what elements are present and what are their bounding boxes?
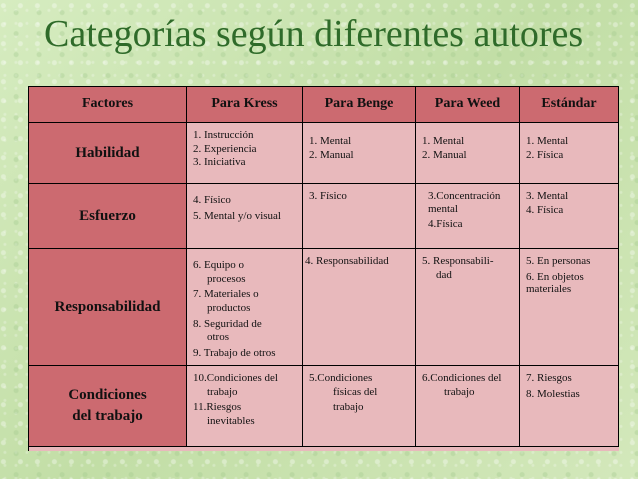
list-item: 10.Condiciones del [193, 372, 278, 384]
list-item: 1. Mental [309, 135, 352, 147]
list-item: 1. Mental [422, 135, 465, 147]
list-item: 3. Iniciativa [193, 156, 246, 169]
list-item: físicas del [333, 385, 378, 398]
list-item: 6. Equipo o [193, 259, 245, 271]
cell-habilidad-benge [303, 123, 416, 184]
list-item: 1. Instrucción [193, 129, 254, 141]
cell-habilidad-estandar [520, 123, 619, 184]
list-item: 2. Manual [422, 148, 467, 161]
list-item: inevitables [207, 414, 255, 427]
row-label-line: del trabajo [72, 408, 143, 424]
cell-habilidad-kress [187, 123, 303, 184]
list-item: otros [207, 331, 229, 344]
header-para-benge: Para Benge [303, 87, 416, 123]
list-item: 1. Mental [526, 135, 569, 147]
row-label-line: Condiciones [68, 387, 147, 403]
list-item: trabajo [444, 385, 475, 398]
cell-responsabilidad-weed [416, 249, 520, 366]
list-item: trabajo [333, 401, 364, 414]
list-item: 8. Molestias [526, 387, 580, 400]
header-para-weed: Para Weed [416, 87, 520, 123]
list-item: 2. Física [526, 148, 564, 161]
list-item: 2. Manual [309, 148, 354, 161]
categories-table [28, 86, 619, 451]
list-item: 5. En personas [526, 255, 591, 267]
list-item: 4.Física [428, 218, 463, 231]
cell-esfuerzo-benge [303, 184, 416, 249]
list-item: 7. Riesgos [526, 372, 572, 384]
header-estandar: Estándar [520, 87, 619, 123]
list-item: productos [207, 301, 251, 314]
cell-responsabilidad-kress [187, 249, 303, 366]
row-label-esfuerzo: Esfuerzo [29, 184, 187, 249]
cell-habilidad-weed [416, 123, 520, 184]
list-item: 3. Físico [309, 190, 347, 202]
list-item: 5. Responsabili- [422, 255, 494, 267]
list-item: procesos [207, 272, 246, 285]
row-label-habilidad: Habilidad [29, 123, 187, 184]
cell-condiciones-weed [416, 366, 520, 447]
list-item: 4. Responsabilidad [305, 255, 389, 267]
list-item: 5. Mental y/o visual [193, 209, 281, 222]
list-item: 3.Concentración mental [428, 190, 501, 215]
list-item: 7. Materiales o [193, 288, 259, 301]
cell-responsabilidad-benge [303, 249, 416, 366]
cell-esfuerzo-weed [416, 184, 520, 249]
list-item: 5.Condiciones [309, 372, 373, 384]
list-item: trabajo [207, 385, 238, 398]
list-item: 11.Riesgos [193, 401, 242, 414]
list-item: dad [436, 268, 452, 281]
cell-condiciones-benge [303, 366, 416, 447]
row-label-condiciones [29, 366, 187, 447]
header-para-kress: Para Kress [187, 87, 303, 123]
slide-title: Categorías según diferentes autores [44, 13, 584, 55]
list-item: 6.Condiciones del [422, 372, 502, 384]
list-item: 6. En objetos materiales [526, 270, 584, 296]
list-item: 4. Física [526, 203, 564, 216]
cell-condiciones-kress [187, 366, 303, 447]
list-item: 8. Seguridad de [193, 317, 262, 330]
cell-responsabilidad-estandar [520, 249, 619, 366]
row-label-responsabilidad: Responsabilidad [29, 249, 187, 366]
cell-esfuerzo-estandar [520, 184, 619, 249]
list-item: 9. Trabajo de otros [193, 346, 276, 359]
cell-esfuerzo-kress [187, 184, 303, 249]
list-item: 4. Físico [193, 194, 231, 206]
list-item: 2. Experiencia [193, 142, 257, 155]
list-item: 3. Mental [526, 190, 569, 202]
header-factores: Factores [29, 87, 187, 123]
cell-condiciones-estandar [520, 366, 619, 447]
